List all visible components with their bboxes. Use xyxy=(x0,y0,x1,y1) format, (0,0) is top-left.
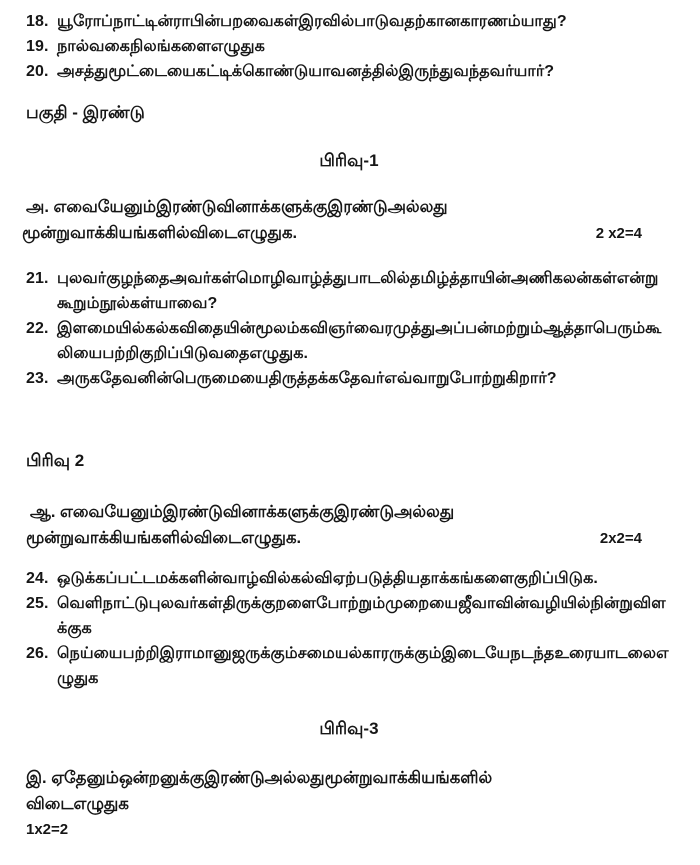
question-row-19 xyxy=(26,34,672,59)
question-text: அருகதேவனின்பெருமையைதிருத்தக்கதேவர்எவ்வாறுபோற்றுகிறார்? xyxy=(57,370,557,387)
question-row-20 xyxy=(26,59,672,84)
question-number: 22. xyxy=(26,320,49,337)
question-text: புலவர்குழந்தைஅவர்கள்மொழிவாழ்த்துபாடலில்தமிழ்த்தாயின்அணிகலன்கள்என்றுகூறும்நூல்கள்யாவை? xyxy=(57,270,659,312)
question-row-26 xyxy=(26,641,672,691)
question-row-25 xyxy=(26,591,672,641)
section-aa-instruction xyxy=(26,499,672,552)
question-row-24 xyxy=(26,566,672,591)
instruction-aa-line-2: மூன்றுவாக்கியங்களில்விடைஎழுதுக. xyxy=(26,529,302,547)
question-number: 18. xyxy=(26,13,49,30)
question-number: 24. xyxy=(26,570,49,587)
instruction-a-line-2: மூன்றுவாக்கியங்களில்விடைஎழுதுக. xyxy=(22,224,298,242)
question-list-21-23 xyxy=(26,266,672,391)
section-i-instruction xyxy=(26,765,672,843)
question-number: 20. xyxy=(26,63,49,80)
question-row-22 xyxy=(26,316,672,366)
question-number: 21. xyxy=(26,270,49,287)
marks-label-a: 2 x2=4 xyxy=(595,225,642,242)
question-text: வெளிநாட்டுபுலவர்கள்திருக்குறளைபோற்றும்முறையைஜீவாவின்வழியில்நின்றுவிளக்குக xyxy=(57,595,666,637)
marks-label-aa: 2x2=4 xyxy=(599,530,642,547)
instruction-a-line-1: அ. எவையேனும்இரண்டுவினாக்களுக்குஇரண்டுஅல்லது xyxy=(26,198,448,216)
instruction-i-line-1: இ. ஏதேனும்ஒன்றனுக்குஇரண்டுஅல்லதுமூன்றுவாக்கியங்களில் xyxy=(26,769,493,787)
question-row-21 xyxy=(26,266,672,316)
marks-label-i: 1x2=2 xyxy=(26,821,69,838)
question-text: இளமையில்கல்கவிதையின்மூலம்கவிஞர்வைரமுத்துஅப்பன்மற்றும்ஆத்தாபெரும்கூலியைபற்றிகுறிப்பிடுவதைஎழுதுக. xyxy=(57,320,662,362)
instruction-a-line-2-row xyxy=(22,220,672,247)
question-row-23 xyxy=(26,366,672,391)
question-number: 26. xyxy=(26,645,49,662)
question-number: 19. xyxy=(26,38,49,55)
instruction-aa-line-2-row xyxy=(26,525,672,552)
question-text: அசத்துமூட்டையைகட்டிக்கொண்டுயாவனத்தில்இருந்துவந்தவர்யார்? xyxy=(57,63,555,80)
question-text: யூரோப்நாட்டின்ராபின்பறவைகள்இரவில்பாடுவதற்கானகாரணம்யாது? xyxy=(57,13,567,30)
instruction-i-line-2: விடைஎழுதுக xyxy=(26,795,129,813)
part-two-heading: பகுதி - இரண்டு xyxy=(26,103,145,122)
question-number: 23. xyxy=(26,370,49,387)
section-2-heading: பிரிவு 2 xyxy=(26,451,85,470)
question-list-24-26 xyxy=(26,566,672,691)
instruction-aa-line-1: ஆ. எவையேனும்இரண்டுவினாக்களுக்குஇரண்டுஅல்லது xyxy=(30,503,455,521)
question-text: நெய்யைபற்றிஇராமானுஜருக்கும்சமையல்காரருக்கும்இடையேநடந்தஉரையாடலைஎழுதுக xyxy=(57,645,669,687)
question-list-18-20 xyxy=(26,9,672,84)
question-row-18 xyxy=(26,9,672,34)
question-number: 25. xyxy=(26,595,49,612)
section-a-instruction xyxy=(22,194,672,247)
question-text: நால்வகைநிலங்களைஎழுதுக xyxy=(57,38,265,55)
section-1-heading: பிரிவு-1 xyxy=(319,151,379,170)
question-text: ஒடுக்கப்பட்டமக்களின்வாழ்வில்கல்விஏற்படுத்தியதாக்கங்களைகுறிப்பிடுக. xyxy=(57,570,598,587)
section-3-heading: பிரிவு-3 xyxy=(319,719,379,738)
